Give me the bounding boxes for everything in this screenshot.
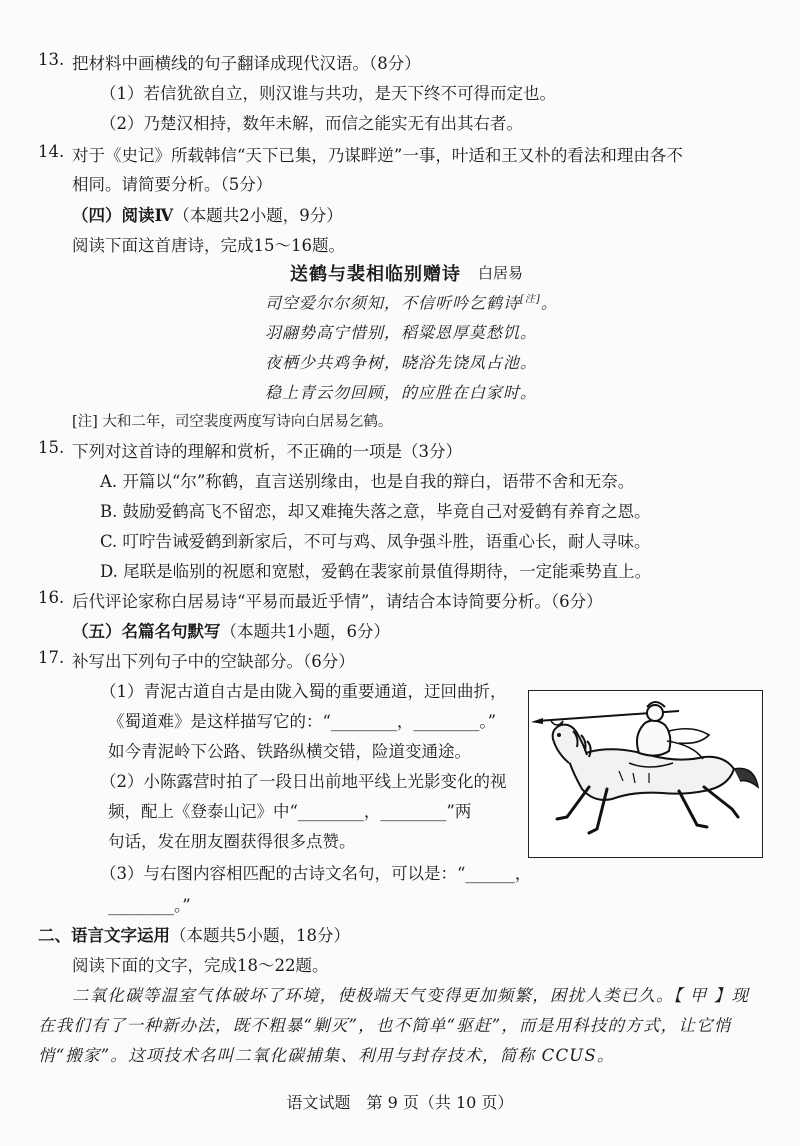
question-number: 16.: [38, 588, 65, 607]
section-meta: （本题共2小题，9分）: [173, 206, 343, 225]
question-stem: 补写出下列句子中的空缺部分。（6分）: [72, 652, 355, 671]
section-intro: 阅读下面这首唐诗，完成15～16题。: [72, 236, 345, 255]
question-stem: 下列对这首诗的理解和赏析，不正确的一项是（3分）: [72, 442, 462, 461]
sub-question-cont: ________。”: [108, 896, 191, 915]
sub-question-cont: 频，配上《登泰山记》中“________，________”两: [108, 802, 472, 821]
option-text: D. 尾联是临别的祝愿和宽慰，爱鹤在裴家前景值得期待，一定能乘势直上。: [100, 562, 652, 581]
sub-question: （2）小陈露营时拍了一段日出前地平线上光影变化的视: [100, 772, 507, 791]
sub-question: （1）若信犹欲自立，则汉谁与共功，是天下终不可得而定也。: [100, 84, 556, 103]
poem-text: 司空爱尔尔须知，不信听吟乞鹤诗: [265, 293, 521, 313]
part-heading: 二、语言文字运用: [38, 926, 170, 945]
option-text: A. 开篇以“尔”称鹤，直言送别缘由，也是自我的辩白，语带不舍和无奈。: [100, 472, 635, 491]
poem-text: 稳上青云勿回顾，的应胜在白家时。: [265, 383, 538, 402]
question-number: 15.: [38, 438, 65, 457]
sub-question: （3）与右图内容相匹配的古诗文名句，可以是：“______，: [100, 864, 532, 883]
sub-question: （2）乃楚汉相持，数年未解，而信之能实无有出其右者。: [100, 114, 523, 133]
option-text: C. 叮咛告诫爱鹤到新家后，不可与鸡、凤争强斗胜，语重心长，耐人寻味。: [100, 532, 651, 551]
section-heading: （五）名篇名句默写: [72, 622, 221, 641]
footnote-marker: [注]: [520, 294, 541, 305]
section-meta: （本题共1小题，6分）: [220, 622, 390, 641]
question-stem: 把材料中画横线的句子翻译成现代汉语。（8分）: [72, 54, 421, 73]
page-footer: 语文试题 第 9 页（共 10 页）: [286, 1093, 514, 1112]
poem-text: 。: [540, 293, 558, 313]
question-stem: 后代评论家称白居易诗“平易而最近乎情”，请结合本诗简要分析。（6分）: [72, 592, 603, 611]
section-heading: （四）阅读Ⅳ: [72, 206, 174, 225]
sub-question-cont: 如今青泥岭下公路、铁路纵横交错，险道变通途。: [108, 742, 471, 761]
sub-question-cont: 《蜀道难》是这样描写它的：“________，________。”: [108, 712, 497, 731]
footnote: [注] 大和二年，司空裴度两度写诗向白居易乞鹤。: [72, 414, 393, 430]
question-number: 17.: [38, 648, 65, 667]
question-stem: 对于《史记》所载韩信“天下已集，乃谋畔逆”一事，叶适和王又朴的看法和理由各不: [72, 146, 683, 165]
question-number: 14.: [38, 142, 65, 161]
part-intro: 阅读下面的文字，完成18～22题。: [72, 956, 329, 975]
part-meta: （本题共5小题，18分）: [170, 926, 350, 945]
poem-author: 白居易: [478, 264, 524, 282]
sub-question-cont: 句话，发在朋友圈获得很多点赞。: [108, 832, 356, 851]
sub-question: （1）青泥古道自古是由陇入蜀的重要通道，迂回曲折，: [100, 682, 507, 701]
poem-text: 夜栖少共鸡争树，晓浴先饶凤占池。: [265, 353, 538, 372]
poem-text: 羽翮势高宁惜别，稻粱恩厚莫愁饥。: [265, 323, 538, 342]
passage-text: 悄“搬家”。这项技术名叫二氧化碳捕集、利用与封存技术，简称 CCUS。: [38, 1046, 615, 1065]
option-text: B. 鼓励爱鹤高飞不留恋，却又难掩失落之意，毕竟自己对爱鹤有养育之恩。: [100, 502, 651, 521]
poem-title: 送鹤与裴相临别赠诗: [290, 264, 461, 285]
passage-text: 在我们有了一种新办法，既不粗暴“剿灭”，也不简单“驱赶”，而是用科技的方式，让它悄: [38, 1016, 732, 1035]
horse-rider-icon: [529, 691, 761, 856]
question-number: 13.: [38, 50, 65, 69]
warrior-horse-illustration: [528, 690, 763, 858]
passage-text: 二氧化碳等温室气体破坏了环境，使极端天气变得更加频繁，困扰人类已久。【 甲 】现: [72, 986, 750, 1005]
question-stem-cont: 相同。请简要分析。（5分）: [72, 175, 273, 194]
